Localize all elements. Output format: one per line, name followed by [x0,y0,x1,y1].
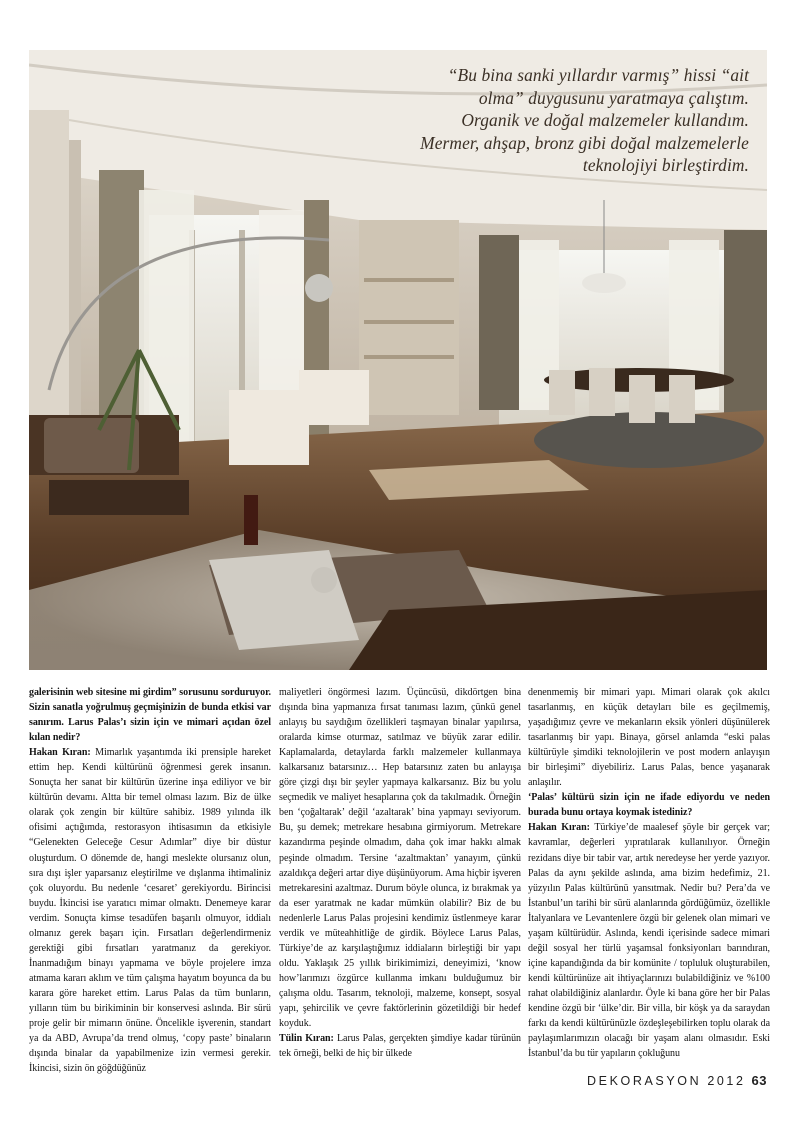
speaker-label: Hakan Kıran: [29,747,91,759]
text-column-3 [528,685,770,1089]
page-footer [587,1073,767,1093]
magazine-name: DEKORASYON 2012 [587,1074,746,1088]
text-column-2 [279,685,521,1089]
answer-text-continued: denenmemiş bir mimari yapı. Mimari olarak çok akılcı tasarlanmış, en küçük detayları bile es geçilmemiş, yaşadığımız çevre ve mekanların eksik yönleri düşünülerek tasarlanmış bir yapı. Binaya, görsel anlamda “eski palas kültürüyle şimdiki teknolojilerin ve post modern anlayışın bir birleşimi” diyebiliriz. Larus Palas, bence yaşanarak anlaşılır. [528,687,770,789]
interior-photo [29,50,767,670]
page-number: 63 [751,1073,767,1088]
text-column-1 [29,685,271,1089]
speaker-label: Tülin Kıran: [279,1033,334,1045]
question-text: ‘Palas’ kültürü sizin için ne ifade ediyordu ve neden burada bunu ortaya koymak istediniz? [528,792,770,819]
question-continued: galerisinin web sitesine mi girdim” sorusunu sorduruyor. Sizin sanatla yoğrulmuş geçmişinizin de bunda etkisi var sanırım. Larus Palas’ı sizin için ve mimari açıdan özel kılan nedir? [29,687,271,744]
answer-text-continued: maliyetleri öngörmesi lazım. Üçüncüsü, dikdörtgen bina dışında bina yapmanıza fırsat tanıması lazım, çünkü genel anlayış bu saydığım özellikleri taşmayan binalar yapılırsa, oralarda kimse oturmaz, satılmaz ve büyük zarar edilir. Kaplamalarda, detaylarda farklı malzemeler kullanmaya kalkarsanız batarsınız… Hep batarsınız zaten bu anlayışa göre çizgi dışı bir şeyler yapmaya kalkarsanız. Biz bu yolu seçmedik ve maliyet hesaplarına çok da takılmadık. Örneğin ben ‘çoğaltarak’ değil ‘azaltarak’ bina yapmayı seviyorum. Bu, şu demek; metrekare hesabına girmiyorum. Metrekare kazandırma peşinde olmadım, daha çok imar hakkı almak peşinde olmadım. Tersine ‘azaltmaktan’ yanayım, çünkü azaldıkça değeri artar diye düşünüyorum. Ama hiçbir işveren metrekaresini azaltmaz. Durum böyle olunca, iz bırakmak ya da eser yaratmak ne kadar mümkün olabilir? Biz de bu nedenlerle Larus Palas projesini kendimiz üstlenmeye karar verdik ve müteahhitliğe de girdik. Böylece Larus Palas, Türkiye’de az karşılaştığımız iddiaların birleştiği bir yapı oldu. Yaklaşık 25 yıllık birikimimizi, deneyimizi, ‘know how’larımızı özgürce kullanma imkanı bulduğumuz bir çalışma oldu. Tasarım, teknoloji, malzeme, konsept, sosyal yapı, şehircilik ve çevre faktörlerinin gözetildiği bir hedef koyduk. [279,687,521,1030]
answer-text: Larus Palas, gerçekten şimdiye kadar türünün tek örneği, belki de hiç bir ülkede [279,1033,521,1060]
speaker-label: Hakan Kıran: [528,822,590,834]
answer-text: Mimarlık yaşantımda iki prensiple hareket ettim hep. Kendi kültürünü öğrenmesi gerek insanın. Sonuçta her sanat bir kültürün üzerine inşa ediliyor ve bir kültürün devamı. Altta bir temel olması lazım. Biz de ülke olarak çok zengin bir kültüre sahibiz. 1989 yılında ilk ofisimi açtığımda, restorasyon ihtisasımın da etkisiyle “Gelenekten Geleceğe Cesur Adımlar” diye bir düstur oluşturdum. O dönemde de, hangi meslekte olursanız olun, sıra dışı işler yaparsanız eleştirilme ve dışlanma ihtimaliniz çok oluyordu. Bu nedenle ‘cesaret’ gerekiyordu. Birincisi buydu. İkincisi ise yaratıcı mimar olmaktı. Denemeye karar verdim. Sonuçta kimse tesadüfen başarılı olmuyor, iddialı olmanız gerek başarı için. Fırsatları değerlendirmeniz gerektiği gibi fırsatları yaratmanız da gerekiyor. İnanmadığım binayı yapmama ve böyle projelere imza atmama kararı aklım ve tüm çalışma hayatım boyunca da bu karara göre hareket ettim. Larus Palas da tüm bunların, yılların tüm bu birikiminin bir konservesi aslında. Bir sürü proje gelir bir mimarın önüne. Öncelikle işverenin, standart ya da ABD, Avrupa’da trend olmuş, ‘copy paste’ binaların dışında binalar da yapabilmenize izin vermesi gerekir. İkincisi, sizin ön göğdüğünüz [29,747,271,1075]
pull-quote: “Bu bina sanki yıllardır varmış” hissi “ait olma” duygusunu yaratmaya çalıştım. Organik ve doğal malzemeler kullandım. Mermer, ahşap, bronz gibi doğal malzemelerle teknolojiyi birleştirdim. [420,65,749,175]
answer-text: Türkiye’de maalesef şöyle bir gerçek var; kavramlar, değerleri yıpratılarak kullanılıyor. Örneğin rezidans diye bir tabir var, artık neredeyse her yerde yazıyor. Palas da aynı şekilde aslında, ama bizim hedefimiz, 21. yüzyılın Palas kültürünü yansıtmak. Nedir bu? Pera’da ve İstanbul’un tarihi bir sürü alanlarında gördüğümüz, özellikle İtalyanlara ve Levantenlere özgü bir gelenek olan mimari ve yaşam kültürüdür. Aslında, kendi içerisinde sadece mimari değil sosyal her türlü yaşamsal fonksiyonları barındıran, içine kapandığında da bir komünite / topluluk oluşturabilen, kendi kültürünüze ait ihtiyaçlarınızı bulabildiğiniz ve %100 rahat olabildiğiniz alanlardır. Öyle ki bana göre her bir Palas kendine özgü bir ‘ülke’dir. Bir villa, bir köşk ya da saraydan farkı da kendi kültürünüzle özdeşleşebilirken toplu olarak da paylaşımlarımızın olacağı bir yaşam alanı olmasıdır. Eski İstanbul’da bu tür yapıların çokluğunu [528,822,770,1060]
